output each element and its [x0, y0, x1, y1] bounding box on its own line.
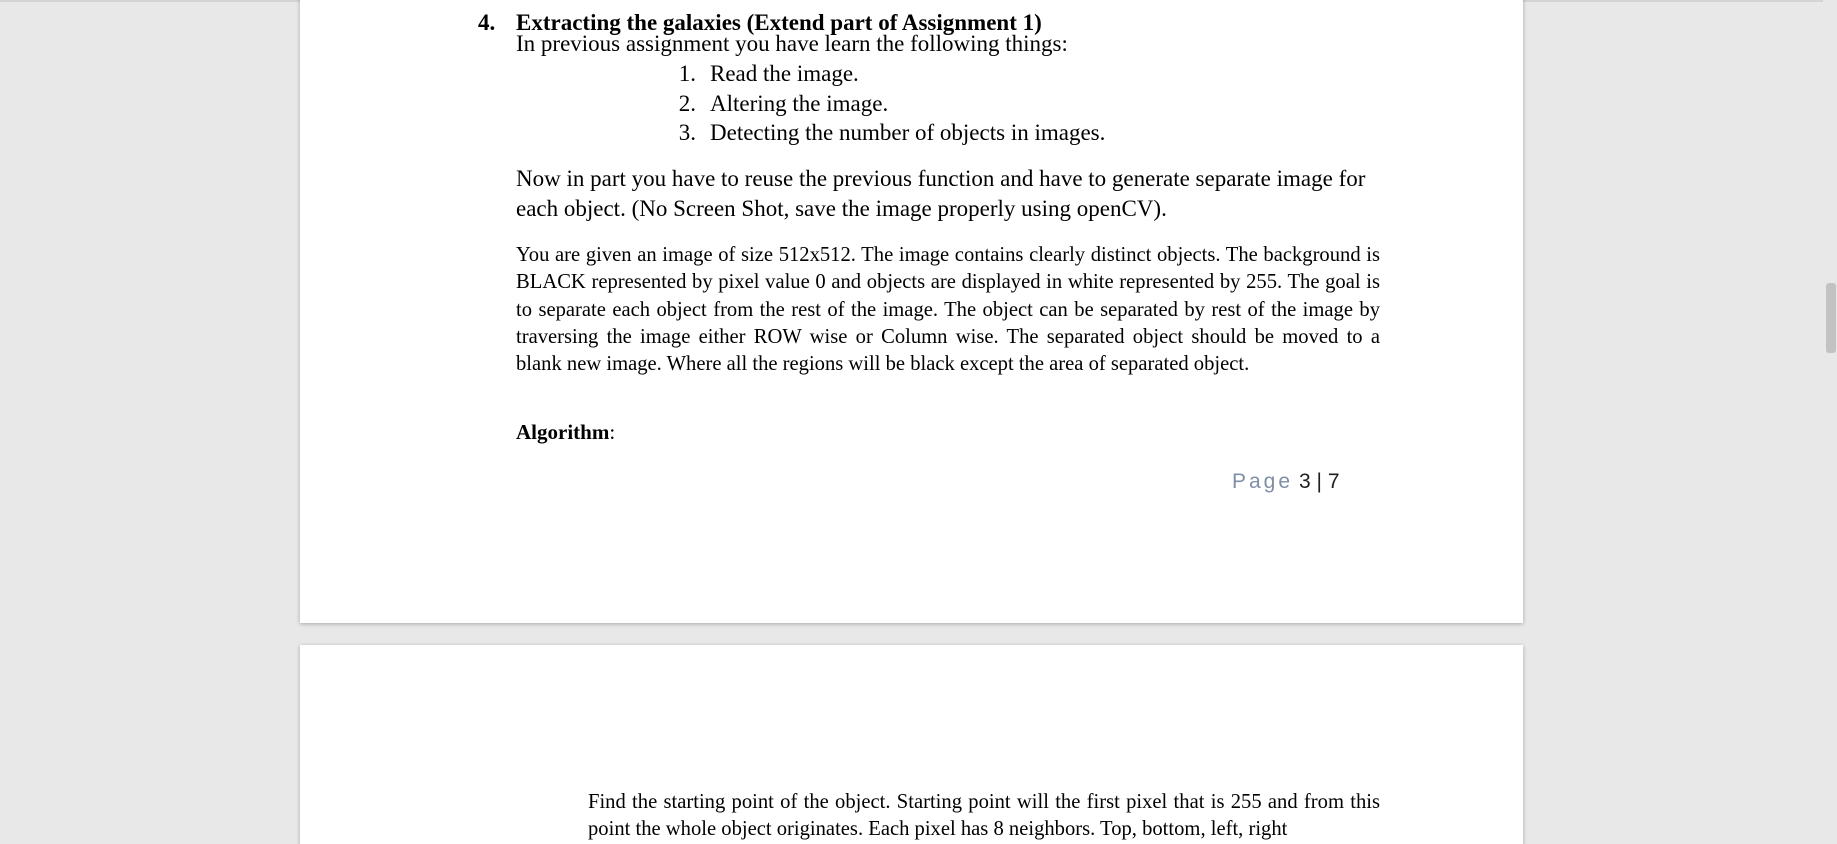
- document-page-4: [300, 645, 1523, 844]
- list-item-text: Read the image.: [710, 61, 859, 86]
- list-item: [658, 118, 1105, 148]
- page-number: 3 | 7: [1299, 470, 1340, 493]
- list-item-text: Altering the image.: [710, 90, 889, 116]
- list-item-number: 3.: [678, 120, 696, 145]
- intro-paragraph: In previous assignment you have learn the following things:: [516, 31, 1068, 56]
- paragraph-image-description: You are given an image of size 512x512. The image contains clearly distinct objects. The background is BLACK represented by pixel value 0 and objects are displayed in white represented by 255. The goal is to separate each object from the rest of the image. The object can be separated by rest of the image by traversing the image either ROW wise or Column wise. The separated object should be moved to a blank new image. Where all the regions will be black except the area of separated object.: [516, 244, 1380, 376]
- paragraph-reuse-function: Now in part you have to reuse the previous function and have to generate separate image for each object. (No Screen Shot, save the image properly using openCV).: [516, 166, 1366, 221]
- document-page-3: [300, 0, 1523, 623]
- list-item-number: 2.: [678, 90, 696, 116]
- scrollbar-thumb[interactable]: [1826, 283, 1836, 353]
- heading-number: 4.: [478, 10, 496, 35]
- page-footer: [1232, 470, 1340, 494]
- heading-text: Extracting the galaxies (Extend part of Assignment 1): [516, 10, 1042, 35]
- list-item-text: Detecting the number of objects in images.: [710, 120, 1106, 145]
- list-item: [658, 89, 1105, 119]
- list-item-number: 1.: [678, 61, 696, 86]
- algorithm-heading: [516, 420, 615, 445]
- list-item: [658, 59, 1105, 89]
- algorithm-colon: :: [609, 420, 616, 444]
- paragraph-starting-point: Find the starting point of the object. Starting point will the first pixel that is 255 and from this point the whole object originates. Each pixel has 8 neighbors. Top, bottom, left, right: [588, 791, 1380, 840]
- steps-list: [658, 59, 1105, 148]
- algorithm-label: Algorithm: [516, 420, 610, 444]
- vertical-scrollbar[interactable]: [1823, 0, 1837, 844]
- page-label: Page: [1232, 470, 1294, 493]
